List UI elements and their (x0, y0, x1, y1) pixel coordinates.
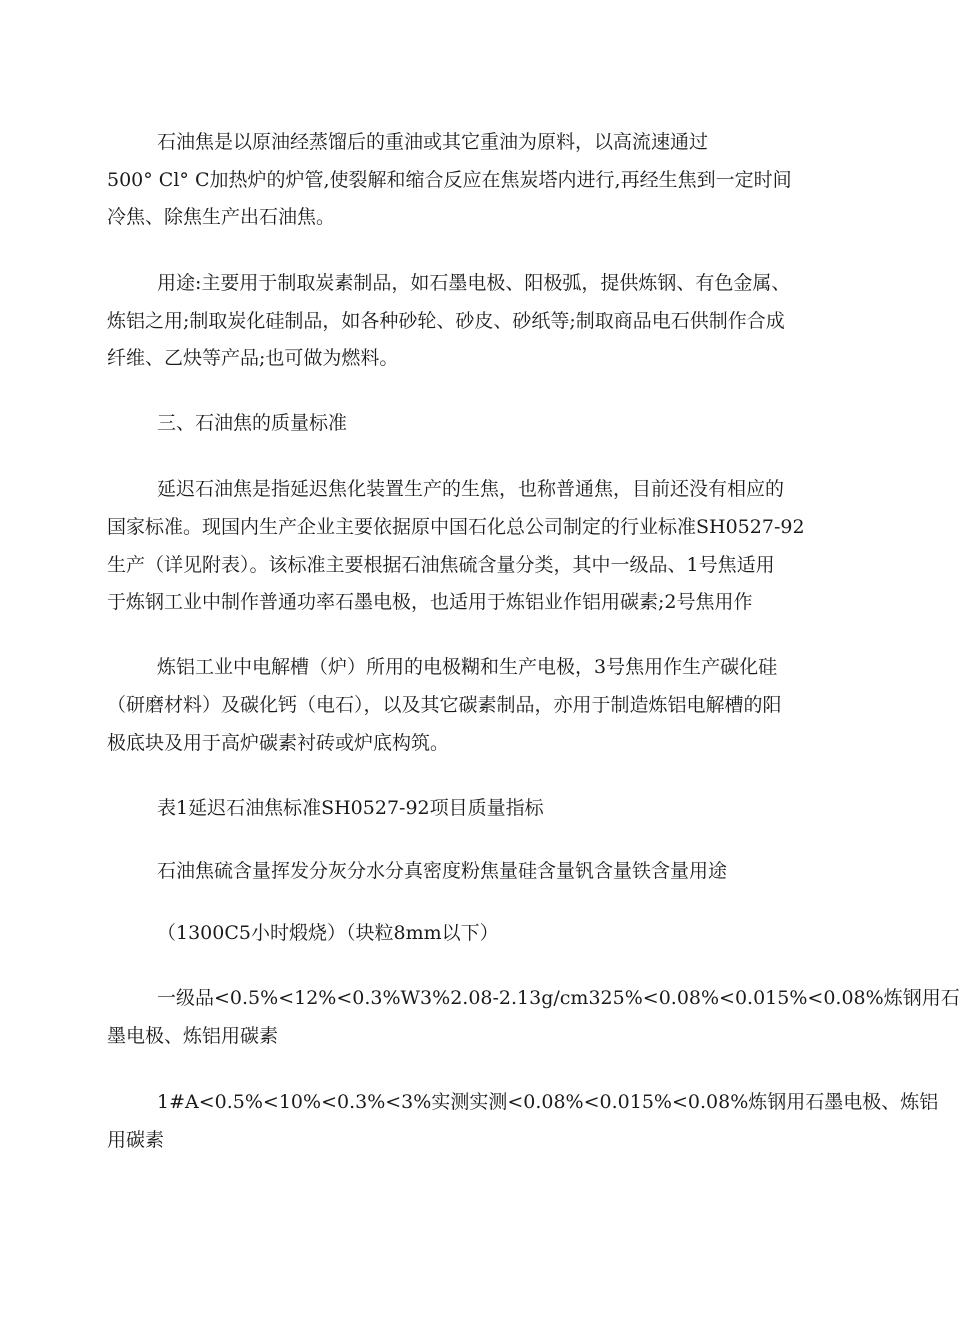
table-header: 石油焦硫含量挥发分灰分水分真密度粉焦量硅含量钒含量铁含量用途 (157, 860, 728, 882)
paragraph-line: 炼铝之用;制取炭化硅制品，如各种砂轮、砂皮、砂纸等;制取商品电石供制作合成 (107, 310, 785, 332)
paragraph-line: 冷焦、除焦生产出石油焦。 (107, 206, 336, 228)
paragraph-line: （研磨材料）及碳化钙（电石），以及其它碳素制品，亦用于制造炼铝电解槽的阳 (107, 694, 782, 716)
paragraph-line: 500° Cl° C加热炉的炉管,使裂解和缩合反应在焦炭塔内进行,再经生焦到一定时间 (107, 169, 792, 191)
paragraph-line: 石油焦是以原油经蒸馏后的重油或其它重油为原料，以高流速通过 (157, 131, 709, 153)
paragraph-line: 延迟石油焦是指延迟焦化装置生产的生焦，也称普通焦，目前还没有相应的 (157, 478, 785, 500)
table-row: 一级品<0.5%<12%<0.3%W3%2.08-2.13g/cm325%<0.08%<0.015%<0.08%炼钢用石 (157, 987, 960, 1009)
paragraph-line: 生产（详见附表）。该标准主要根据石油焦硫含量分类，其中一级品、1号焦适用 (107, 554, 775, 576)
table-title: 表1延迟石油焦标准SH0527-92项目质量指标 (157, 797, 544, 819)
table-note: （1300C5小时煅烧）（块粒8mm以下） (157, 922, 499, 944)
section-heading: 三、石油焦的质量标准 (157, 412, 348, 434)
table-row: 墨电极、炼铝用碳素 (107, 1025, 279, 1047)
paragraph-line: 极底块及用于高炉碳素衬砖或炉底构筑。 (107, 732, 450, 754)
table-row: 用碳素 (107, 1129, 165, 1151)
paragraph-line: 炼铝工业中电解槽（炉）所用的电极糊和生产电极，3号焦用作生产碳化硅 (157, 656, 778, 678)
paragraph-line: 纤维、乙炔等产品;也可做为燃料。 (107, 347, 399, 369)
table-row: 1#A<0.5%<10%<0.3%<3%实测实测<0.08%<0.015%<0.08%炼钢用石墨电极、炼铝 (157, 1091, 939, 1113)
paragraph-line: 用途:主要用于制取炭素制品，如石墨电极、阳极弧，提供炼钢、有色金属、 (157, 272, 791, 294)
paragraph-line: 国家标准。现国内生产企业主要依据原中国石化总公司制定的行业标准SH0527-92 (107, 516, 805, 538)
paragraph-line: 于炼钢工业中制作普通功率石墨电极，也适用于炼铝业作铝用碳素;2号焦用作 (107, 591, 753, 613)
